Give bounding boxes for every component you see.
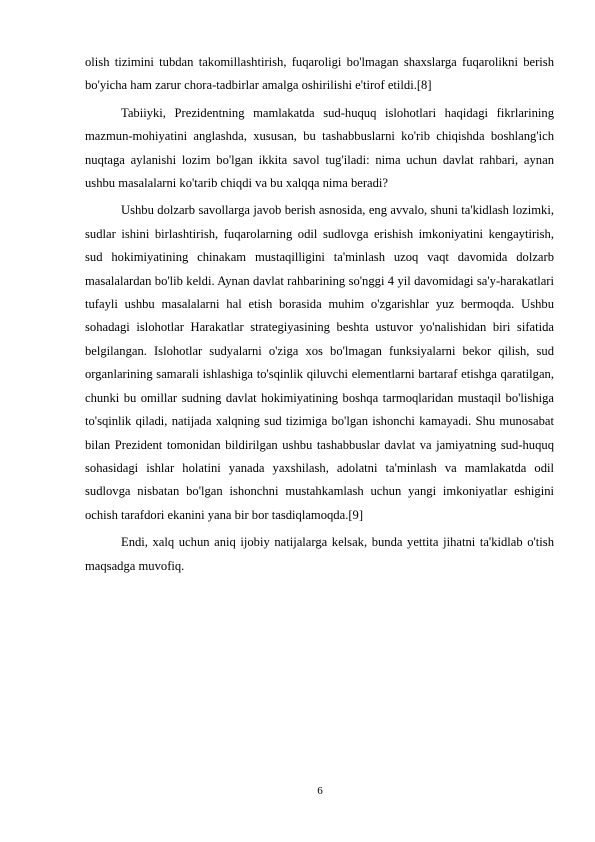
page-number: 6	[317, 785, 323, 797]
document-body	[85, 51, 554, 582]
paragraph-4: Endi, xalq uchun aniq ijobiy natijalarga kelsak, bunda yettita jihatni ta'kidlab o'tish maqsadga muvofiq.	[85, 535, 554, 573]
paragraph-3: Ushbu dolzarb savollarga javob berish asnosida, eng avvalo, shuni ta'kidlash lozimki, sudlar ishini birlashtirish, fuqarolarning odil sudlovga erishish imkoniyatini kengaytirish, sud hokimiyatining chinakam mustaqilligini ta'minlash uzoq vaqt davomida dolzarb masalalardan bo'lib keldi. Aynan davlat rahbarining so'nggi 4 yil davomidagi sa'y-harakatlari tufayli ushbu masalalarni hal etish borasida muhim o'zgarishlar yuz bermoqda. Ushbu sohadagi islohotlar Harakatlar strategiyasining beshta ustuvor yo'nalishidan biri sifatida belgilangan. Islohotlar sudyalarni o'ziga xos bo'lmagan funksiyalarni bekor qilish, sud organlarining samarali ishlashiga to'sqinlik qiluvchi elementlarni bartaraf etishga qaratilgan, chunki bu omillar sudning davlat hokimiyatining boshqa tarmoqlaridan mustaqil bo'lishiga to'sqinlik qiladi, natijada xalqning sud tizimiga bo'lgan ishonchi kamayadi. Shu munosabat bilan Prezident tomonidan bildirilgan ushbu tashabbuslar davlat va jamiyatning sud-huquq sohasidagi ishlar holatini yanada yaxshilash, adolatni ta'minlash va mamlakatda odil sudlovga nisbatan bo'lgan ishonchni mustahkamlash uchun yangi imkoniyatlar eshigini ochish tarafdori ekanini yana bir bor tasdiqlamoqda.[9]	[85, 203, 554, 522]
paragraph-2: Tabiiyki, Prezidentning mamlakatda sud-huquq islohotlari haqidagi fikrlarining mazmun-mohiyatini anglashda, xususan, bu tashabbuslarni ko'rib chiqishda boshlang'ich nuqtaga aylanishi lozim bo'lgan ikkita savol tug'iladi: nima uchun davlat rahbari, aynan ushbu masalalarni ko'tarib chiqdi va bu xalqqa nima beradi?	[85, 105, 554, 191]
paragraph-1: olish tizimini tubdan takomillashtirish, fuqaroligi bo'lmagan shaxslarga fuqarolikni berish bo'yicha ham zarur chora-tadbirlar amalga oshirilishi e'tirof etildi.[8]	[85, 55, 554, 93]
